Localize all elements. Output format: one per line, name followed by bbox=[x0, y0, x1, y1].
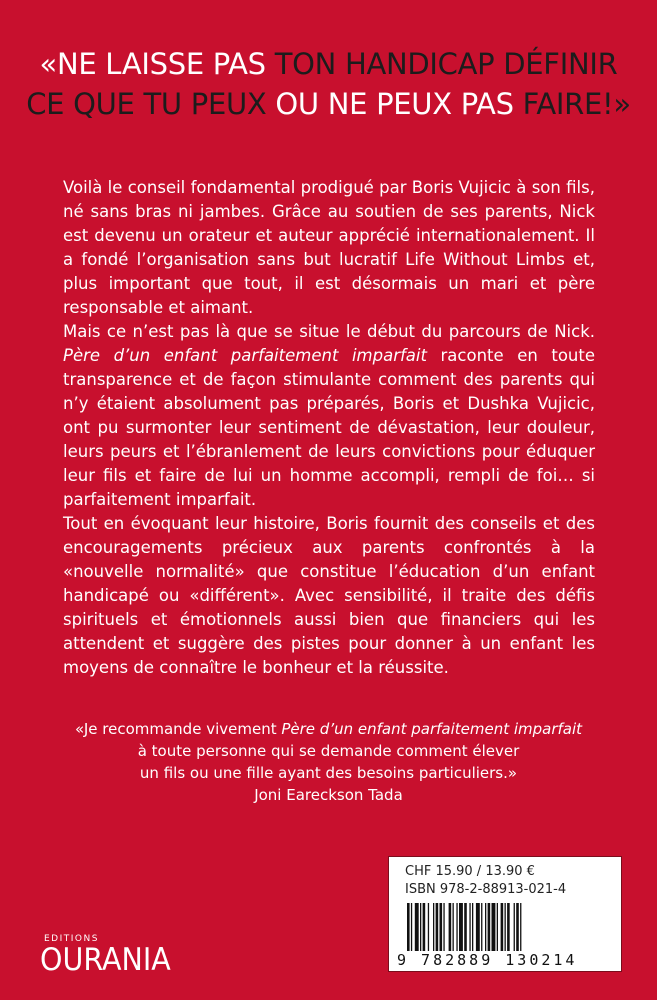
blurb-paragraph-2-intro: Mais ce n’est pas là que se situe le début du parcours de Nick. bbox=[63, 322, 595, 341]
endorsement-quote bbox=[40, 718, 617, 806]
headline-segment-dark-1: TON HANDICAP DÉFINIR bbox=[274, 47, 618, 81]
blurb-paragraph-2-rest: raconte en toute transparence et de façon stimulante comment des parents qui n’y étaient absolument pas préparés, Boris et Dushka Vujicic, ont pu surmonter leur sentiment de dévastation, leur douleur, leurs peurs et l’ébranlement de leurs convictions pour éduquer leur fils et faire de lui un homme accompli, rempli de foi… si parfaitement imparfait. bbox=[63, 346, 595, 509]
isbn-label: ISBN 978-2-88913-021-4 bbox=[405, 882, 567, 897]
quote-line-1 bbox=[40, 718, 617, 740]
blurb-paragraph-2 bbox=[63, 320, 595, 512]
headline-segment-white-2: OU NE PEUX PAS bbox=[275, 87, 514, 121]
quote-author: Joni Eareckson Tada bbox=[254, 786, 403, 804]
headline-segment-dark-2: CE QUE TU PEUX bbox=[26, 87, 267, 121]
headline bbox=[0, 44, 657, 124]
publisher-logo: OURANIA bbox=[40, 942, 171, 978]
blurb-paragraph-3: Tout en évoquant leur histoire, Boris fournit des conseils et des encouragements précieux aux parents confrontés à la «nouvelle normalité» que constitue l’éducation d’un enfant handicapé ou «différent». Avec sensibilité, il traite des défis spirituels et émotionnels aussi bien que financiers qui les attendent et suggère des pistes pour donner à un enfant les moyens de connaître le bonheur et la réussite. bbox=[63, 514, 595, 677]
price-label: CHF 15.90 / 13.90 € bbox=[405, 864, 535, 879]
headline-segment-white-1: «NE LAISSE PAS bbox=[39, 47, 266, 81]
publisher-logo-small: EDITIONS bbox=[44, 934, 99, 944]
quote-lead: «Je recommande vivement bbox=[74, 720, 282, 738]
quote-line-3: un fils ou une fille ayant des besoins particuliers.» bbox=[139, 764, 518, 782]
back-cover-blurb bbox=[63, 176, 595, 680]
price-isbn-box bbox=[388, 856, 622, 972]
headline-line-2 bbox=[0, 84, 657, 124]
headline-line-1 bbox=[0, 44, 657, 84]
barcode-digits: 9 782889 130214 bbox=[397, 951, 578, 969]
barcode-icon bbox=[405, 903, 605, 951]
book-title-italic: Père d’un enfant parfaitement imparfait bbox=[63, 346, 427, 365]
quote-book-title: Père d’un enfant parfaitement imparfait bbox=[281, 720, 583, 738]
headline-segment-dark-3: FAIRE!» bbox=[522, 87, 631, 121]
quote-line-2: à toute personne qui se demande comment élever bbox=[137, 742, 520, 760]
blurb-paragraph-1: Voilà le conseil fondamental prodigué par Boris Vujicic à son fils, né sans bras ni jambes. Grâce au soutien de ses parents, Nick est devenu un orateur et auteur apprécié internationalement. Il a fondé l’organisation sans but lucratif Life Without Limbs et, plus important que tout, il est désormais un mari et père responsable et aimant. bbox=[63, 178, 595, 317]
